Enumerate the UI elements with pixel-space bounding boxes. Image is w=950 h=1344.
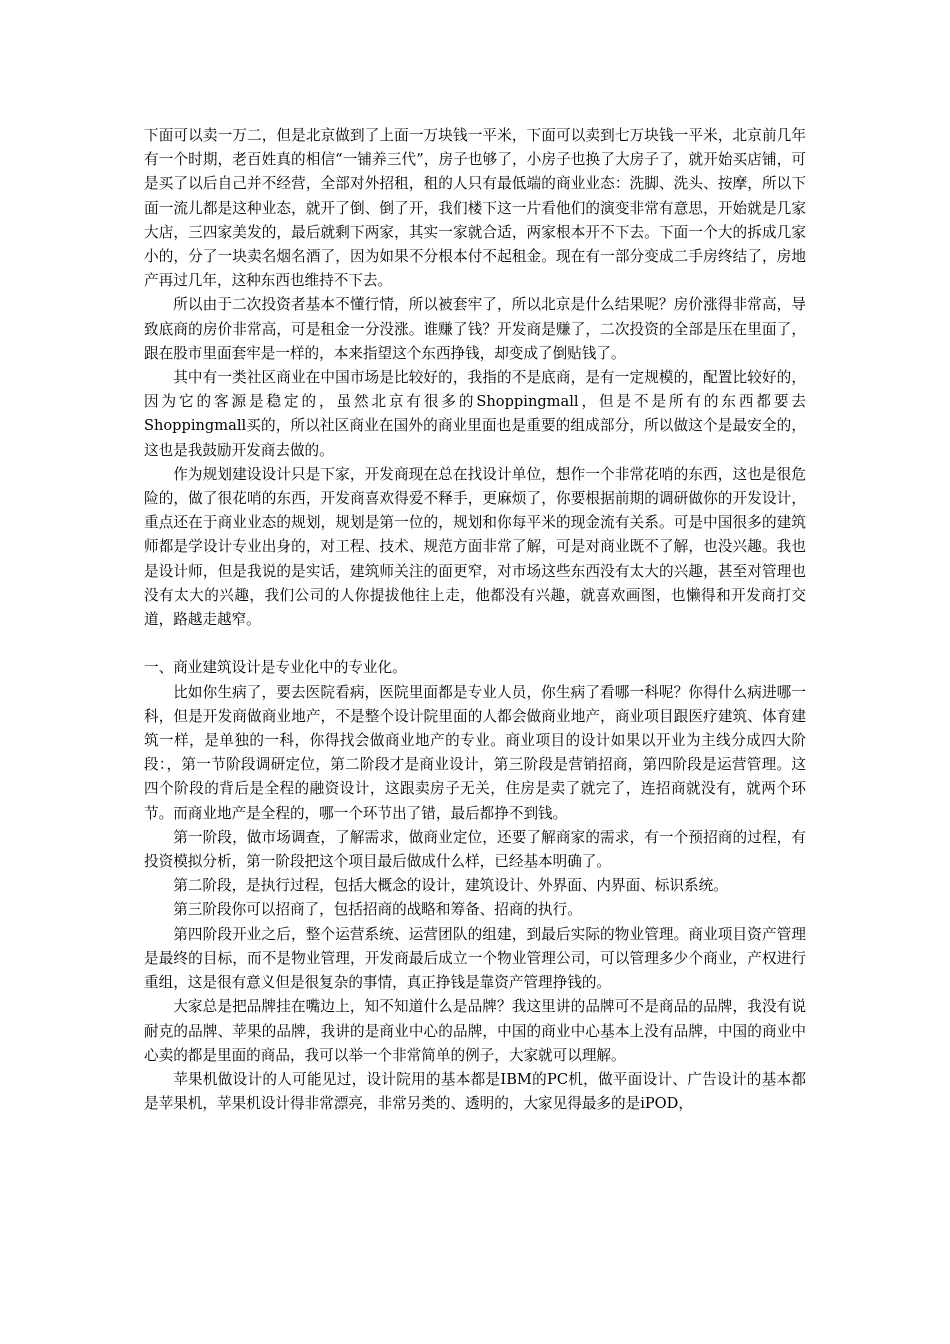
paragraph: 第二阶段，是执行过程，包括大概念的设计，建筑设计、外界面、内界面、标识系统。	[173, 877, 728, 895]
paragraph: 第一阶段，做市场调查，了解需求，做商业定位，还要了解商家的需求，有一个预招商的过程，有投资模拟分析，第一阶段把这个项目最后做成什么样，已经基本明确了。	[144, 828, 806, 871]
paragraph: 其中有一类社区商业在中国市场是比较好的，我指的不是底商，是有一定规模的，配置比较好的，因为它的客源是稳定的，虽然北京有很多的Shoppingmall，但是不是所有的东西都要去Shoppingmall买的，所以社区商业在国外的商业里面也是重要的组成部分，所以做这个是最安全的，这也是我鼓励开发商去做的。	[144, 369, 806, 459]
paragraph: 比如你生病了，要去医院看病，医院里面都是专业人员，你生病了看哪一科呢？你得什么病进哪一科，但是开发商做商业地产，不是整个设计院里面的人都会做商业地产，商业项目跟医疗建筑、体育建筑一样，是单独的一科，你得找会做商业地产的专业。商业项目的设计如果以开业为主线分成四大阶段：，第一节阶段调研定位，第二阶段才是商业设计，第三阶段是营销招商，第四阶段是运营管理。这四个阶段的背后是全程的融资设计，这跟卖房子无关，住房是卖了就完了，连招商就没有，就两个环节。而商业地产是全程的，哪一个环节出了错，最后都挣不到钱。	[144, 683, 806, 822]
section-heading: 一、商业建筑设计是专业化中的专业化。	[144, 659, 407, 677]
paragraph: 第四阶段开业之后，整个运营系统、运营团队的组建，到最后实际的物业管理。商业项目资产管理是最终的目标，而不是物业管理，开发商最后成立一个物业管理公司，可以管理多少个商业，产权进行重组，这是很有意义但是很复杂的事情，真正挣钱是靠资产管理挣钱的。	[144, 925, 806, 992]
paragraph: 大家总是把品牌挂在嘴边上，知不知道什么是品牌？我这里讲的品牌可不是商品的品牌，我没有说耐克的品牌、苹果的品牌，我讲的是商业中心的品牌，中国的商业中心基本上没有品牌，中国的商业中心卖的都是里面的商品，我可以举一个非常简单的例子，大家就可以理解。	[144, 998, 806, 1064]
blank-line	[144, 632, 806, 656]
paragraph: 苹果机做设计的人可能见过，设计院用的基本都是IBM的PC机，做平面设计、广告设计的基本都是苹果机，苹果机设计得非常漂亮，非常另类的、透明的，大家见得最多的是iPOD，	[144, 1070, 806, 1113]
paragraph: 所以由于二次投资者基本不懂行情，所以被套牢了，所以北京是什么结果呢？房价涨得非常高，导致底商的房价非常高，可是租金一分没涨。谁赚了钱？开发商是赚了，二次投资的全部是压在里面了，跟在股市里面套牢是一样的，本来指望这个东西挣钱，却变成了倒贴钱了。	[144, 296, 806, 362]
paragraph: 下面可以卖一万二，但是北京做到了上面一万块钱一平米，下面可以卖到七万块钱一平米，北京前几年有一个时期，老百姓真的相信“一铺养三代”，房子也够了，小房子也换了大房子了，就开始买店铺，可是买了以后自己并不经营，全部对外招租，租的人只有最低端的商业业态：洗脚、洗头、按摩，所以下面一流儿都是这种业态，就开了倒、倒了开，我们楼下这一片看他们的演变非常有意思，开始就是几家大店，三四家美发的，最后就剩下两家，其实一家就合适，两家根本开不下去。下面一个大的拆成几家小的，分了一块卖名烟名酒了，因为如果不分根本付不起租金。现在有一部分变成二手房终结了，房地产再过几年，这种东西也维持不下去。	[144, 127, 806, 290]
paragraph: 第三阶段你可以招商了，包括招商的战略和筹备、招商的执行。	[173, 901, 582, 919]
document-page	[144, 124, 806, 1116]
paragraph: 作为规划建设设计只是下家，开发商现在总在找设计单位，想作一个非常花哨的东西，这也是很危险的，做了很花哨的东西，开发商喜欢得爱不释手，更麻烦了，你要根据前期的调研做你的开发设计，重点还在于商业业态的规划，规划是第一位的，规划和你每平米的现金流有关系。可是中国很多的建筑师都是学设计专业出身的，对工程、技术、规范方面非常了解，可是对商业既不了解，也没兴趣。我也是设计师，但是我说的是实话，建筑师关注的面更窄，对市场这些东西没有太大的兴趣，甚至对管理也没有太大的兴趣，我们公司的人你提拔他往上走，他都没有兴趣，就喜欢画图，也懒得和开发商打交道，路越走越窄。	[144, 465, 806, 629]
